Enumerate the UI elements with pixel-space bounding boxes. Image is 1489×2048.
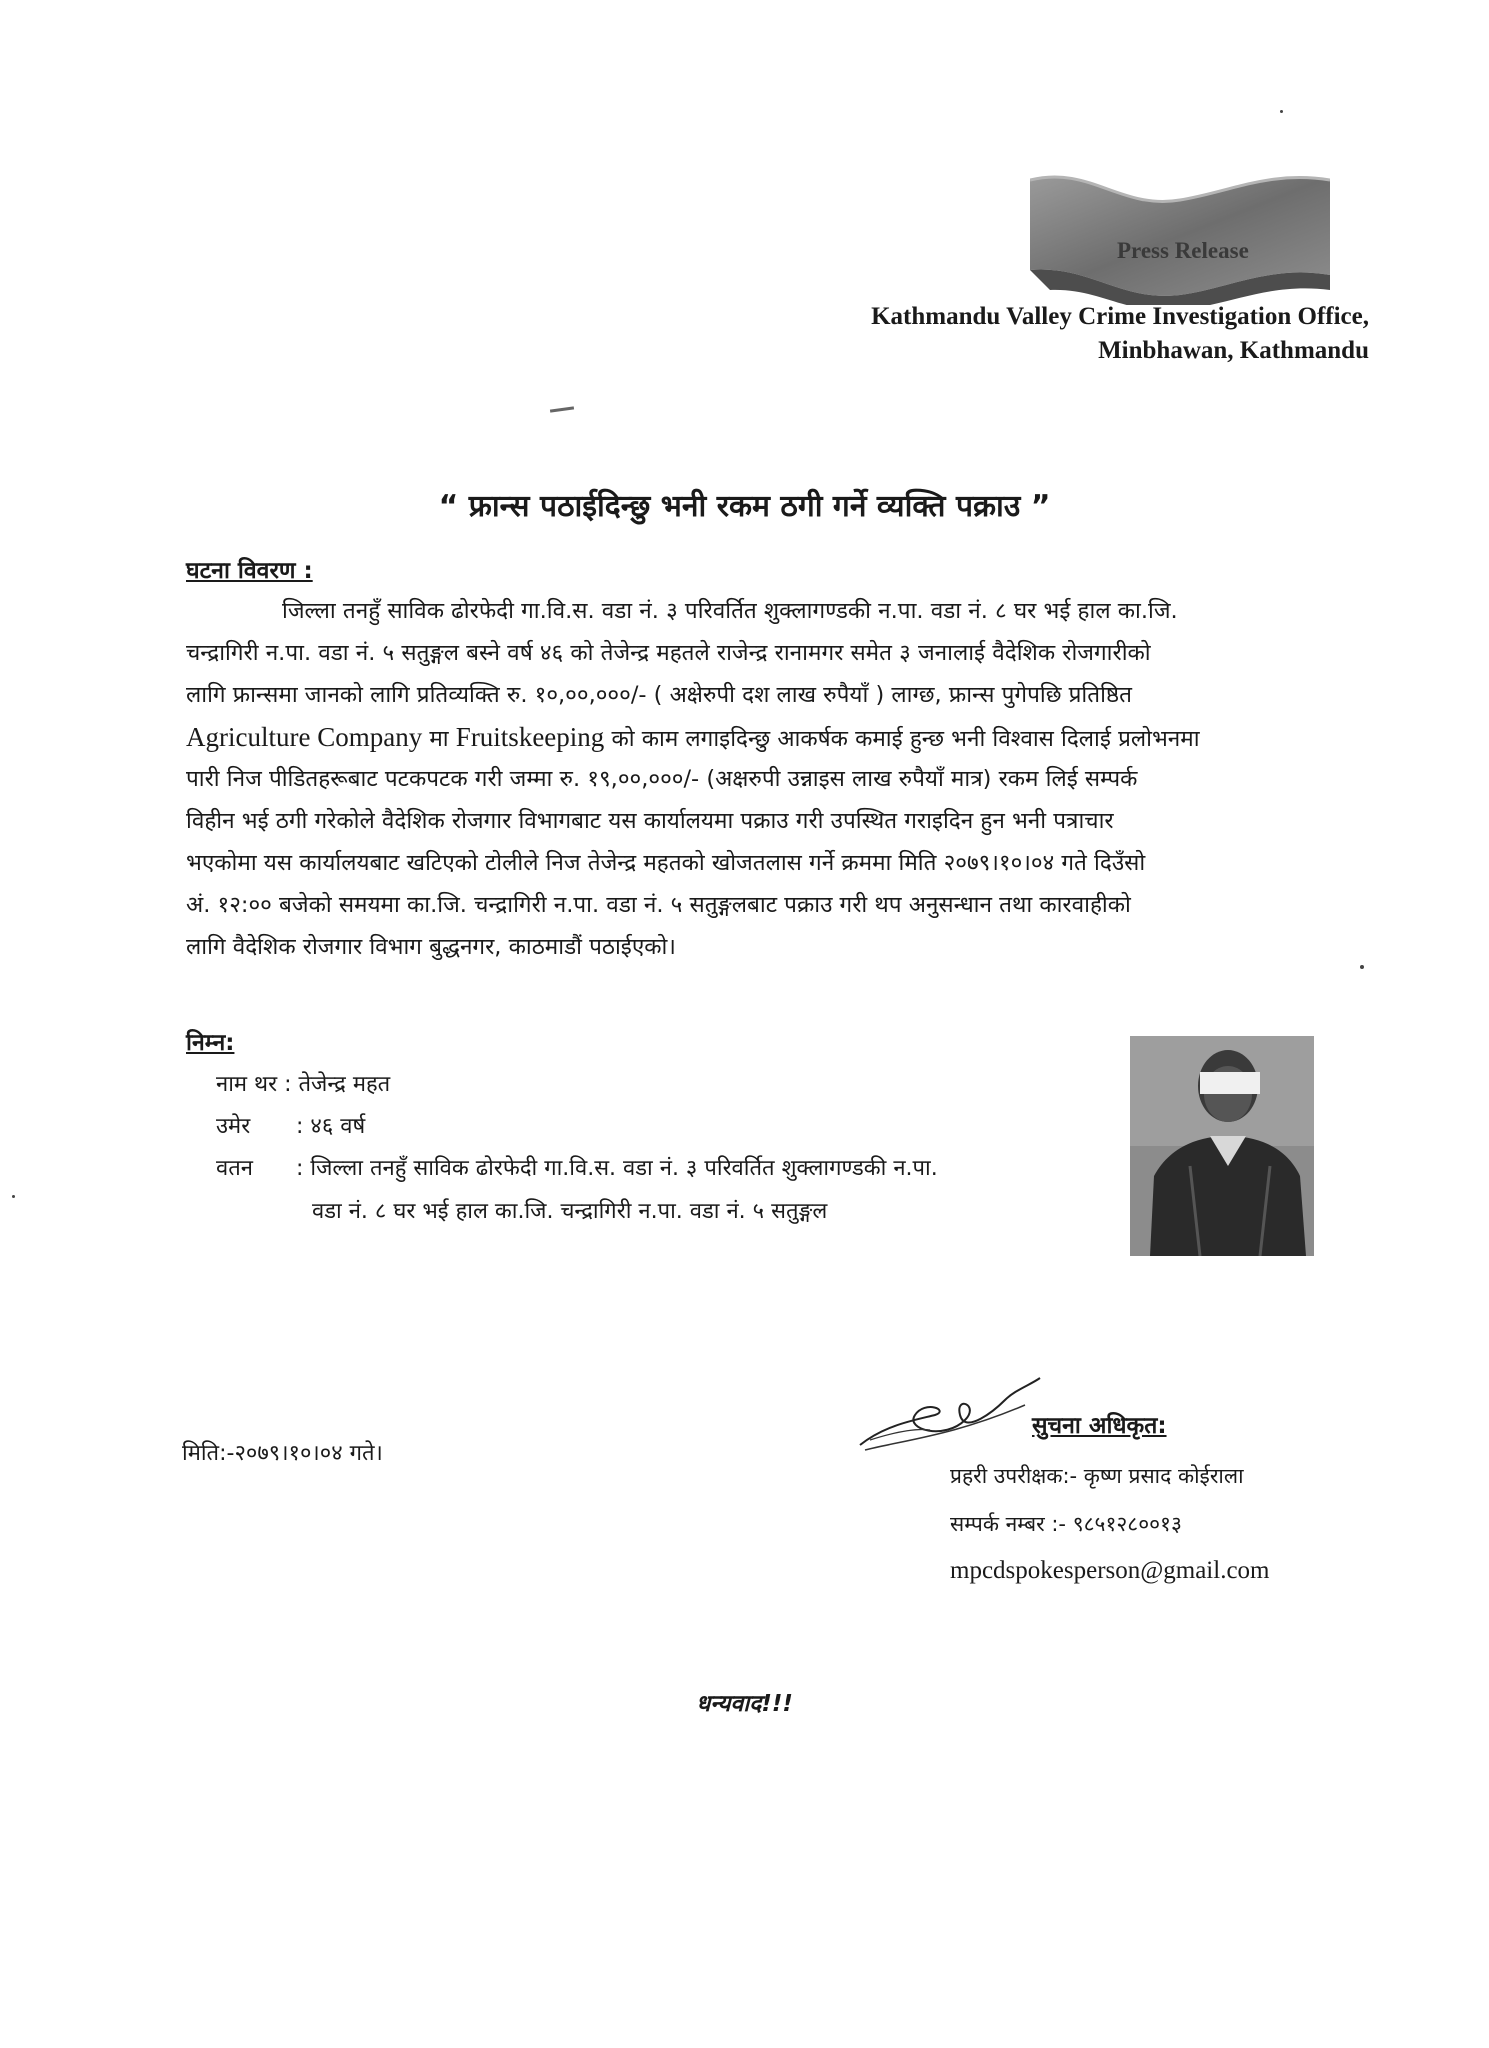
incident-line-8: अं. १२:०० बजेको समयमा का.जि. चन्द्रागिरी न.पा. वडा नं. ५ सतुङ्गलबाट पक्राउ गरी थप अनुसन्धान तथा कारवाहीको [186,892,1131,918]
officer-email: mpcdspokesperson@gmail.com [950,1557,1270,1584]
job-name: Fruitskeeping [455,722,605,752]
incident-text: को काम लगाइदिन्छु आकर्षक कमाई हुन्छ भनी विश्वास दिलाई प्रलोभनमा [604,726,1200,752]
suspect-age-label: उमेर [216,1114,251,1139]
incident-line-7: भएकोमा यस कार्यालयबाट खटिएको टोलीले निज तेजेन्द्र महतको खोजतलास गर्ने क्रममा मिति २०७९।१०।०४ गते दिउँसो [186,850,1146,876]
scan-speck [12,1195,15,1198]
incident-line-5: पारी निज पीडितहरूबाट पटकपटक गरी जम्मा रु. १९,००,०००/- (अक्षरुपी उन्नाइस लाख रुपैयाँ मात्र) रकम लिई सम्पर्क [186,766,1138,792]
suspect-address-line-2: वडा नं. ८ घर भई हाल का.जि. चन्द्रागिरी न.पा. वडा नं. ५ सतुङ्गल [312,1199,828,1224]
suspect-address-line-1: : जिल्ला तनहुँ साविक ढोरफेदी गा.वि.स. वडा नं. ३ परिवर्तित शुक्लागण्डकी न.पा. [296,1156,938,1181]
release-date: मिति:-२०७९।१०।०४ गते। [182,1441,383,1466]
page-title: “ फ्रान्स पठाईदिन्छु भनी रकम ठगी गर्ने व्यक्ति पक्राउ ” [438,489,1051,524]
banner-label: Press Release [1117,238,1249,263]
officer-contact: सम्पर्क नम्बर :- ९८५१२८००१३ [950,1512,1182,1536]
face-censor-bar [1200,1072,1260,1094]
office-location: Minbhawan, Kathmandu [1098,337,1369,364]
office-address [871,300,1369,368]
suspect-heading: निम्न: [186,1030,235,1056]
officer-name: प्रहरी उपरीक्षक:- कृष्ण प्रसाद कोईराला [950,1464,1244,1488]
suspect-photo [1130,1036,1314,1256]
suspect-photo-image [1130,1036,1314,1256]
incident-line-9: लागि वैदेशिक रोजगार विभाग बुद्धनगर, काठमाडौं पठाईएको। [186,934,676,960]
incident-line-2: चन्द्रागिरी न.पा. वडा नं. ५ सतुङ्गल बस्ने वर्ष ४६ को तेजेन्द्र महतले राजेन्द्र रानामगर समेत ३ जनालाई वैदेशिक रोजगारीको [186,640,1151,666]
scan-speck [1280,110,1283,113]
incident-heading: घटना विवरण : [186,558,313,584]
suspect-age-value: : ४६ वर्ष [296,1114,366,1139]
signature [855,1370,1045,1460]
incident-line-1: जिल्ला तनहुँ साविक ढोरफेदी गा.वि.स. वडा नं. ३ परिवर्तित शुक्लागण्डकी न.पा. वडा नं. ८ घर भई हाल का.जि. [282,598,1178,624]
scan-speck [1360,965,1364,969]
suspect-name: नाम थर : तेजेन्द्र महत [216,1072,391,1097]
officer-heading: सुचना अधिकृत: [1032,1413,1167,1439]
company-name: Agriculture Company [186,722,423,752]
incident-line-4 [186,722,1200,754]
incident-line-6: विहीन भई ठगी गरेकोले वैदेशिक रोजगार विभागबाट यस कार्यालयमा पक्राउ गरी उपस्थित गराइदिन हुन भनी पत्राचार [186,808,1114,834]
stray-mark [550,406,574,412]
incident-line-3: लागि फ्रान्समा जानको लागि प्रतिव्यक्ति रु. १०,००,०००/- ( अक्षेरुपी दश लाख रुपैयाँ ) लाग्छ, फ्रान्स पुगेपछि प्रतिष्ठित [186,682,1132,708]
suspect-address-label: वतन [216,1156,253,1181]
closing-thanks: धन्यवाद!!! [696,1691,793,1717]
office-name: Kathmandu Valley Crime Investigation Office, [871,303,1369,330]
incident-text: मा [422,726,456,752]
